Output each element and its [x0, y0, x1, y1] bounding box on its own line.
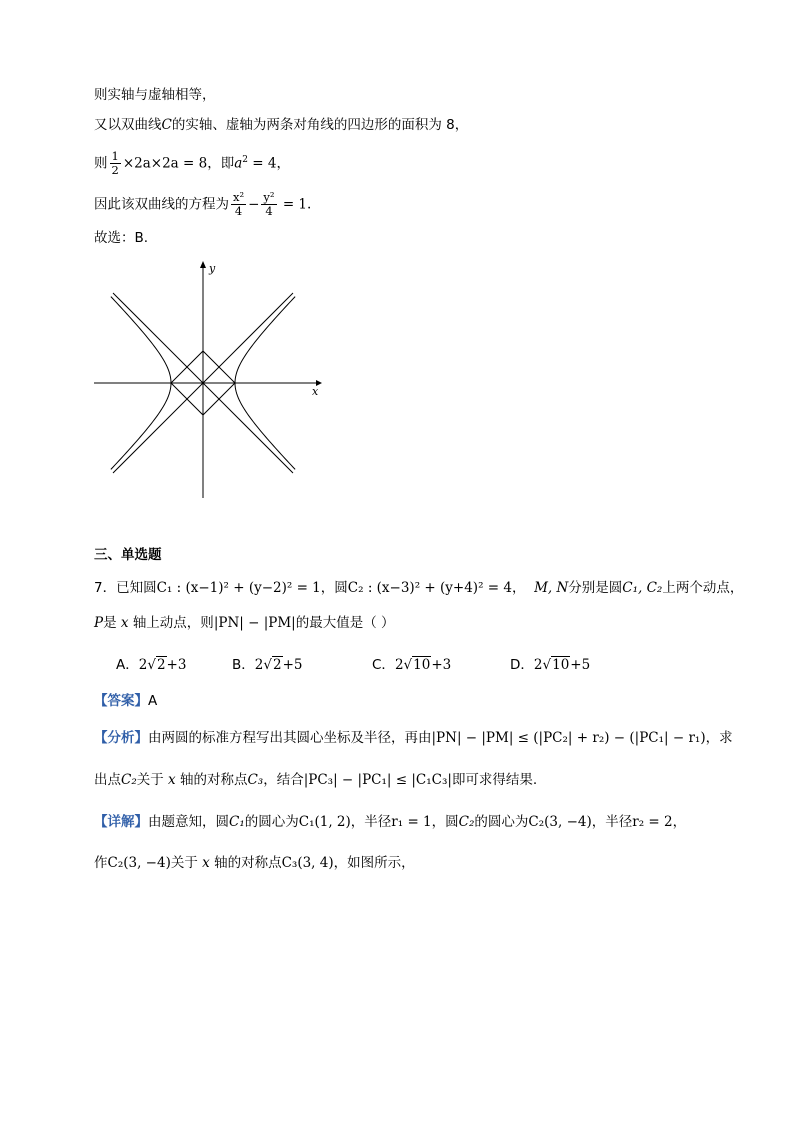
fraction-x	[231, 191, 246, 218]
coef: 2	[254, 657, 264, 673]
var-x: x	[120, 615, 129, 631]
formula: C₁	[229, 814, 245, 830]
fraction-y	[261, 191, 276, 218]
analysis-line-1	[94, 729, 733, 747]
var-a: a	[234, 155, 243, 172]
text: 7．已知圆	[94, 580, 157, 596]
solution-line-2	[94, 116, 468, 134]
addend: +5	[570, 657, 591, 673]
text: 则实轴与虚轴相等，	[94, 87, 216, 103]
formula: C₂(3, −4)	[107, 855, 171, 871]
text: 的圆心为	[474, 814, 529, 830]
text: 出点	[94, 772, 121, 788]
frac-den: 4	[234, 204, 243, 218]
formula: |PN| − |PM|	[213, 615, 296, 631]
minus: −	[248, 196, 260, 213]
text: 由两圆的标准方程写出其圆心坐标及半径，再由	[148, 730, 432, 746]
option-b: B．2√2+5	[232, 657, 303, 673]
addend: +3	[431, 657, 452, 673]
formula: |PC₃| − |PC₁| ≤ |C₁C₃|	[303, 772, 452, 788]
text: ，	[672, 814, 687, 830]
coef: 2	[533, 657, 543, 673]
text: 又以双曲线	[94, 117, 162, 133]
text: ，结合	[263, 772, 304, 788]
formula: C₃(3, 4)	[281, 855, 334, 871]
text: ，圆	[431, 814, 459, 830]
text: 关于	[170, 855, 198, 871]
analysis-line-2	[94, 771, 537, 789]
solution-line-4	[94, 191, 311, 218]
answer-value: A	[148, 693, 158, 709]
formula: C₂ : (x−3)² + (y+4)² = 4	[347, 580, 512, 596]
radicand: 10	[552, 657, 570, 673]
fraction-half	[110, 150, 121, 177]
y-axis-label: y	[209, 262, 216, 275]
radicand: 2	[272, 657, 282, 673]
text: ，如图所示，	[333, 855, 415, 871]
text: ，半径	[591, 814, 633, 830]
text: 即可求得结果.	[451, 772, 538, 788]
formula: C₂	[458, 814, 475, 830]
solution-line-5	[94, 229, 148, 247]
analysis-tag: 【分析】	[94, 730, 148, 746]
y-axis-arrow	[200, 261, 206, 268]
formula: r₂ = 2	[632, 814, 673, 830]
formula: = 1.	[278, 196, 312, 213]
text: 作	[94, 855, 108, 871]
option-label: B．	[232, 657, 255, 673]
radicand: 2	[156, 657, 166, 673]
formula: C₁ : (x−1)² + (y−2)² = 1	[156, 580, 321, 596]
option-a: A．2√2+3	[116, 657, 187, 673]
coef: 2	[138, 657, 148, 673]
var-p: P	[94, 615, 104, 631]
formula: |PN| − |PM| ≤ (|PC₂| + r₂) − (|PC₁| − r₁)	[431, 730, 706, 746]
exponent: 2	[242, 155, 249, 165]
detail-tag: 【详解】	[94, 814, 148, 830]
frac-num: 1	[111, 149, 119, 163]
frac-num: x²	[233, 190, 245, 204]
option-label: A．	[116, 657, 139, 673]
var-x: x	[202, 855, 210, 871]
formula: r₁ = 1	[391, 814, 432, 830]
text: 关于	[136, 772, 164, 788]
frac-den: 4	[265, 204, 273, 218]
formula: C₃	[247, 772, 264, 788]
text: 上两个动点，	[662, 580, 744, 596]
text: 的最大值是（ ）	[295, 615, 395, 631]
detail-line-1	[94, 813, 686, 831]
text: 轴上动点，则	[132, 615, 214, 631]
question-line-2	[94, 614, 395, 632]
question-line-1	[94, 579, 743, 597]
solution-line-3	[94, 150, 290, 177]
answer-tag: 【答案】	[94, 693, 148, 709]
hyperbola-graph	[94, 258, 334, 500]
detail-line-2	[94, 854, 415, 872]
text: 的圆心为	[244, 814, 299, 830]
text: 轴的对称点	[214, 855, 282, 871]
text: 三、单选题	[94, 547, 162, 563]
option-label: D．	[510, 657, 534, 673]
text: 因此该双曲线的方程为	[94, 196, 229, 213]
option-d: D．2√10+5	[510, 657, 591, 673]
solution-line-1	[94, 86, 216, 104]
text: 则	[94, 155, 108, 172]
text: 分别是圆	[568, 580, 623, 596]
addend: +5	[282, 657, 303, 673]
frac-den: 2	[111, 163, 119, 177]
x-axis-label: x	[312, 385, 319, 398]
option-label: C．	[372, 657, 395, 673]
formula: M, N	[534, 580, 569, 596]
formula: C₁(1, 2)	[298, 814, 351, 830]
var-x: x	[168, 772, 176, 788]
text: ，半径	[350, 814, 392, 830]
section-title	[94, 546, 162, 564]
text: ，	[511, 580, 526, 596]
text: 由题意知，圆	[148, 814, 229, 830]
coef: 2	[394, 657, 404, 673]
option-c: C．2√10+3	[372, 657, 452, 673]
text: 是	[103, 615, 117, 631]
text: 轴的对称点	[179, 772, 248, 788]
var-c: C	[161, 117, 172, 133]
addend: +3	[166, 657, 187, 673]
text: 故选：B.	[94, 230, 149, 246]
text: ，求	[705, 730, 733, 746]
formula: = 4，	[248, 155, 290, 172]
formula: ×2a×2a = 8，即	[122, 155, 235, 172]
radicand: 10	[413, 657, 431, 673]
answer-line	[94, 692, 157, 710]
text: ，圆	[320, 580, 348, 596]
formula: C₂(3, −4)	[528, 814, 592, 830]
formula: C₂	[121, 772, 137, 788]
text: 的实轴、虚轴为两条对角线的四边形的面积为 8，	[171, 117, 469, 133]
formula: C₁, C₂	[622, 580, 663, 596]
frac-num: y²	[263, 190, 275, 204]
